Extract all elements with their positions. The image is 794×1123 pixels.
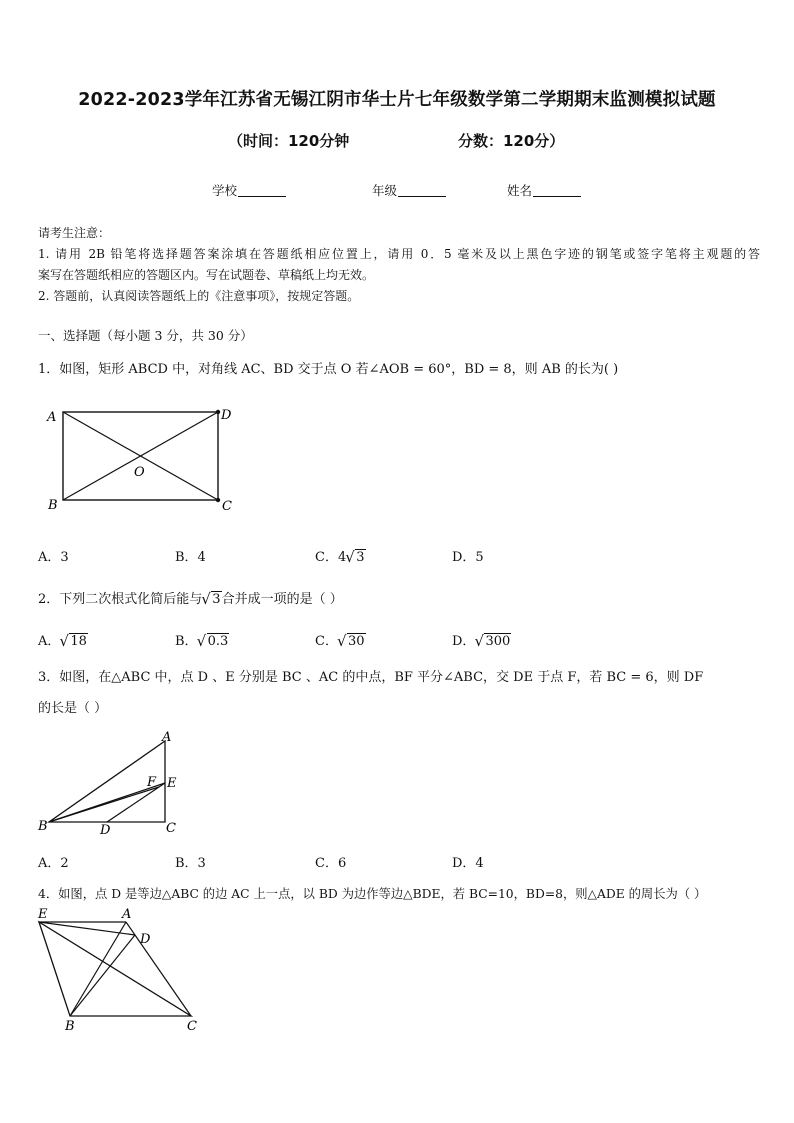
label-d: D	[140, 932, 151, 947]
triangle-ebc-outline	[39, 922, 191, 1016]
q1-option-c: C．4√ 3	[315, 546, 366, 565]
q3-option-c: C．6	[315, 856, 347, 871]
bisector-bf	[49, 787, 159, 822]
label-o: O	[134, 465, 145, 480]
label-f: F	[147, 775, 157, 790]
label-a: A	[47, 410, 57, 425]
side-ac	[126, 922, 191, 1016]
q1-option-b: B．4	[175, 550, 206, 565]
label-d: D	[100, 823, 111, 838]
label-e: E	[38, 907, 48, 922]
q3-option-d: D．4	[452, 856, 484, 871]
q3-option-a: A．2	[38, 856, 69, 871]
label-d: D	[221, 408, 232, 423]
label-c: C	[166, 821, 176, 836]
q2-option-d: D．√ 300	[452, 630, 511, 649]
label-b: B	[38, 819, 48, 834]
q2-option-a: A．√ 18	[38, 630, 88, 649]
q2-option-c: C．√ 30	[315, 630, 366, 649]
grade-field: 年级	[372, 181, 446, 199]
point-c-dot	[216, 498, 220, 502]
exam-title: 2022-2023学年江苏省无锡江阴市华士片七年级数学第二学期期末监测模拟试题	[78, 90, 716, 110]
label-c: C	[187, 1019, 197, 1034]
question-3-line-1: 3．如图，在△ABC 中，点 D 、E 分别是 BC 、AC 的中点，BF 平分∠ABC，交 DE 于点 F，若 BC = 6，则 DF	[38, 670, 704, 685]
question-4-text: 4．如图，点 D 是等边△ABC 的边 AC 上一点，以 BD 为边作等边△BDE，若 BC=10，BD=8，则△ADE 的周长为（ ）	[38, 887, 707, 901]
exam-score: 分数：120分）	[458, 132, 565, 150]
notes-line-2: 案写在答题纸相应的答题区内。写在试题卷、草稿纸上均无效。	[38, 268, 375, 282]
question-1-text: 1．如图，矩形 ABCD 中，对角线 AC、BD 交于点 O 若∠AOB = 60°，BD = 8，则 AB 的长为( )	[38, 362, 619, 377]
q1-option-d: D．5	[452, 550, 484, 565]
notes-block	[38, 223, 760, 307]
side-ab	[70, 922, 126, 1016]
label-b: B	[48, 498, 58, 513]
notes-heading: 请考生注意：	[38, 226, 111, 240]
exam-time: （时间：120分钟	[228, 132, 350, 150]
label-b: B	[65, 1019, 75, 1034]
question-1-figure	[38, 400, 248, 520]
label-a: A	[162, 730, 172, 745]
point-d-dot	[216, 410, 220, 414]
notes-line-1: 1. 请用 2B 铅笔将选择题答案涂填在答题纸相应位置上，请用 0．5 毫米及以上黑色字迹的钢笔或签字笔将主观题的答	[38, 247, 760, 261]
name-blank	[533, 184, 581, 197]
label-c: C	[222, 499, 232, 514]
segment-de	[107, 783, 165, 822]
section-heading: 一、选择题（每小题 3 分，共 30 分）	[38, 328, 253, 343]
question-2-text: 2．下列二次根式化简后能与√ 3合并成一项的是（ ）	[38, 588, 343, 607]
segment-ed	[39, 922, 135, 935]
q1-option-a: A．3	[38, 550, 69, 565]
notes-line-3: 2. 答题前，认真阅读答题纸上的《注意事项》，按规定答题。	[38, 289, 360, 303]
label-a: A	[122, 907, 132, 922]
q3-option-b: B．3	[175, 856, 206, 871]
question-3-line-2: 的长是（ ）	[38, 701, 108, 716]
grade-blank	[398, 184, 446, 197]
question-4-figure	[30, 904, 210, 1034]
question-3-figure	[30, 726, 200, 841]
school-field: 学校	[212, 181, 286, 199]
school-blank	[238, 184, 286, 197]
label-e: E	[167, 776, 177, 791]
q2-option-b: B．√ 0.3	[175, 630, 229, 649]
name-field: 姓名	[507, 181, 581, 199]
